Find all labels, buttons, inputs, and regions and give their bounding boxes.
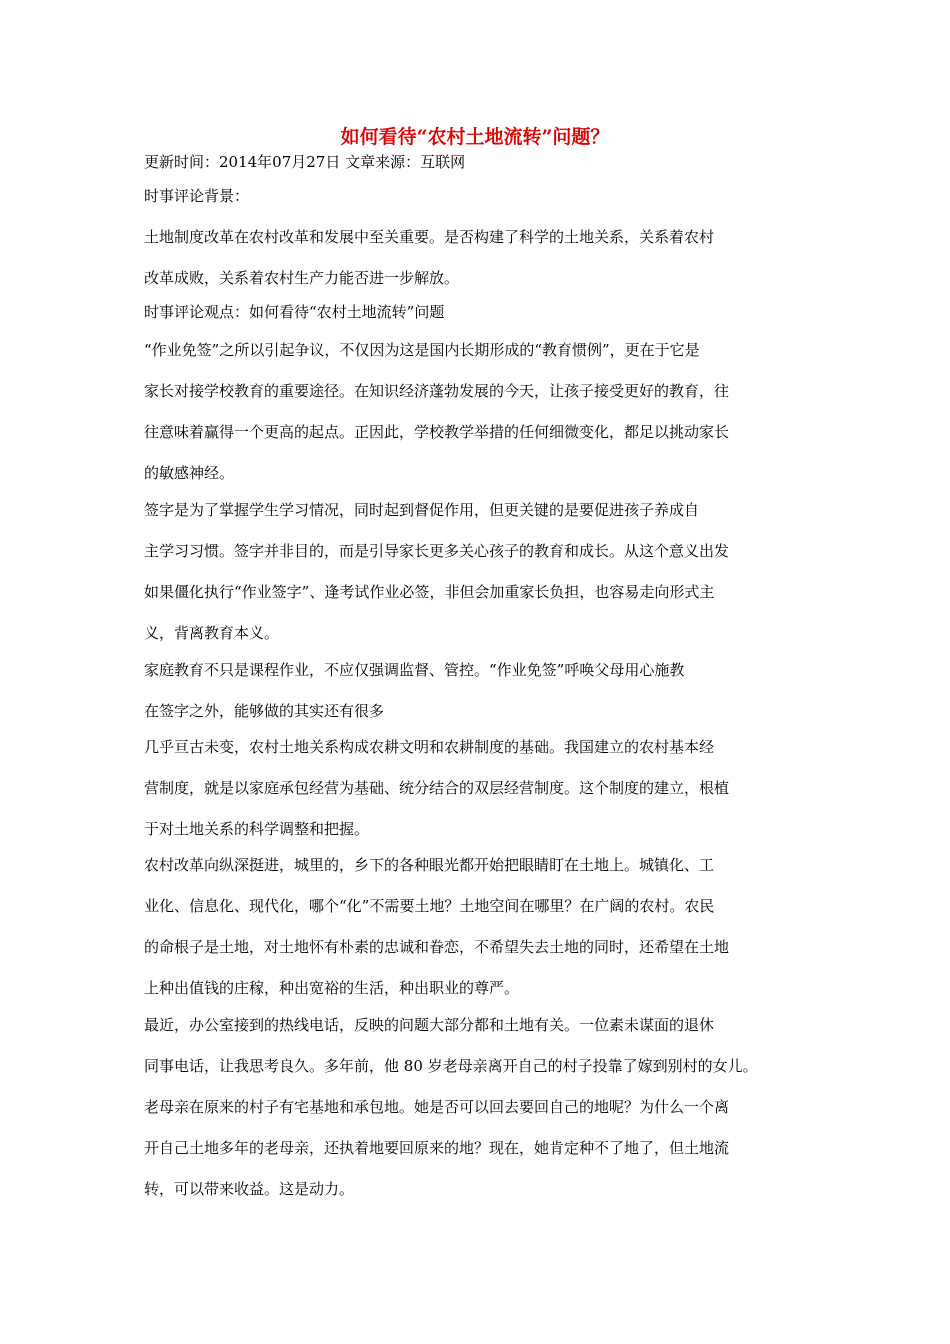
paragraph-line: 营制度，就是以家庭承包经营为基础、统分结合的双层经营制度。这个制度的建立，根植 — [144, 779, 730, 797]
paragraph-line: 土地制度改革在农村改革和发展中至关重要。是否构建了科学的土地关系，关系着农村 — [144, 228, 715, 246]
paragraph-line: 家长对接学校教育的重要途径。在知识经济蓬勃发展的今天，让孩子接受更好的教育，往 — [144, 382, 730, 400]
paragraph-line: 于对土地关系的科学调整和把握。 — [144, 820, 370, 838]
paragraph-line: 往意味着赢得一个更高的起点。正因此，学校教学举措的任何细微变化，都足以挑动家长 — [144, 423, 730, 441]
paragraph-line: 如果僵化执行“作业签字”、逢考试作业必签，非但会加重家长负担，也容易走向形式主 — [144, 583, 715, 601]
paragraph-line: 义，背离教育本义。 — [144, 624, 280, 642]
paragraph-line: 几乎亘古未变，农村土地关系构成农耕文明和农耕制度的基础。我国建立的农村基本经 — [144, 738, 715, 756]
paragraph-line: 的敏感神经。 — [144, 464, 235, 482]
paragraph-line: 业化、信息化、现代化，哪个“化”不需要土地？土地空间在哪里？在广阔的农村。农民 — [144, 897, 715, 915]
paragraph-line: 主学习习惯。签字并非目的，而是引导家长更多关心孩子的教育和成长。从这个意义出发 — [144, 542, 730, 560]
paragraph-line: 家庭教育不只是课程作业，不应仅强调监督、管控。“作业免签”呼唤父母用心施教 — [144, 661, 685, 679]
paragraph-line: “作业免签”之所以引起争议，不仅因为这是国内长期形成的“教育惯例”，更在于它是 — [144, 341, 700, 359]
paragraph-line: 转，可以带来收益。这是动力。 — [144, 1180, 355, 1198]
article-meta: 更新时间：2014年07月27日 文章来源：互联网 — [144, 153, 466, 171]
paragraph-line: 时事评论背景： — [144, 187, 250, 205]
paragraph-line: 改革成败，关系着农村生产力能否进一步解放。 — [144, 269, 460, 287]
paragraph-line: 的命根子是土地，对土地怀有朴素的忠诚和眷恋，不希望失去土地的同时，还希望在土地 — [144, 938, 730, 956]
paragraph-line: 农村改革向纵深挺进，城里的，乡下的各种眼光都开始把眼睛盯在土地上。城镇化、工 — [144, 856, 715, 874]
paragraph-line: 签字是为了掌握学生学习情况，同时起到督促作用，但更关键的是要促进孩子养成自 — [144, 501, 700, 519]
paragraph-line: 同事电话，让我思考良久。多年前，他 80 岁老母亲离开自己的村子投靠了嫁到别村的女儿。 — [144, 1057, 758, 1075]
paragraph-line: 最近，办公室接到的热线电话，反映的问题大部分都和土地有关。一位素未谋面的退休 — [144, 1016, 715, 1034]
paragraph-line: 上种出值钱的庄稼，种出宽裕的生活，种出职业的尊严。 — [144, 979, 520, 997]
paragraph-line: 老母亲在原来的村子有宅基地和承包地。她是否可以回去要回自己的地呢？为什么一个离 — [144, 1098, 730, 1116]
paragraph-line: 开自己土地多年的老母亲，还执着地要回原来的地？现在，她肯定种不了地了，但土地流 — [144, 1139, 730, 1157]
paragraph-line: 时事评论观点：如何看待“农村土地流转”问题 — [144, 303, 445, 321]
paragraph-line: 在签字之外，能够做的其实还有很多 — [144, 702, 385, 720]
article-title: 如何看待“农村土地流转”问题？ — [340, 126, 610, 148]
